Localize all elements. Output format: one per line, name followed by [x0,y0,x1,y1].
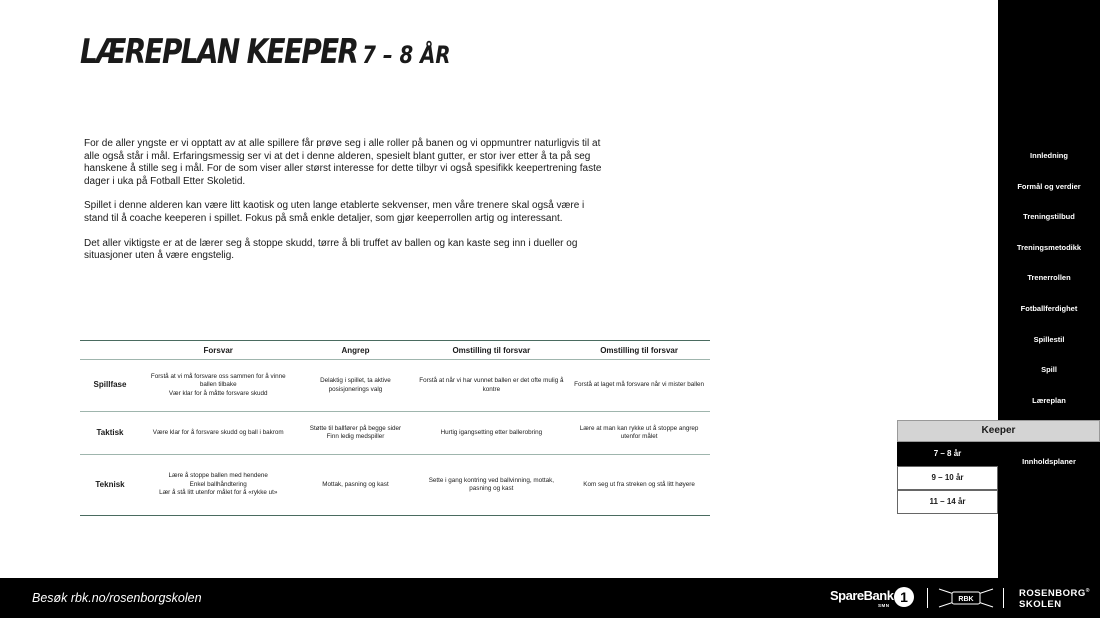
table-cell: Forstå at vi må forsvare oss sammen for å vinne ballen tilbake Vær klar for å måtte forsvare skudd [140,360,296,412]
row-header: Teknisk [80,455,140,516]
intro-text [84,138,604,275]
table-row [80,360,710,412]
table-cell: Forstå at når vi har vunnet ballen er det ofte mulig å kontre [415,360,569,412]
footer [0,578,1100,618]
age-selector [897,420,1100,514]
website-link[interactable]: Besøk rbk.no/rosenborgskolen [32,591,202,605]
table-cell: Lære at man kan rykke ut å stoppe angrep utenfor målet [568,412,710,455]
sidebar-item-fotballferdighet[interactable]: Fotballferdighet [1020,304,1078,313]
table-header-row [80,341,710,360]
page-title-sub: 7 – 8 ÅR [362,41,451,69]
rs-line2: SKOLEN [1019,599,1062,611]
table-cell: Være klar for å forsvare skudd og ball i bakrom [140,412,296,455]
row-header: Taktisk [80,412,140,455]
table-cell: Forstå at laget må forsvare når vi mister ballen [568,360,710,412]
age-option-9-10[interactable]: 9 – 10 år [897,466,998,490]
sidebar-item-innholdsplaner[interactable]: Innholdsplaner [1022,457,1076,466]
column-header: Omstilling til forsvar [568,341,710,360]
footer-divider [1003,588,1004,608]
rbk-crest-icon [937,587,995,609]
sparebank-wordmark: SpareBank [830,588,894,603]
row-header: Spillfase [80,360,140,412]
age-option-7-8[interactable]: 7 – 8 år [897,442,998,466]
rs-line1: ROSENBORG [1019,588,1086,600]
table-cell: Delaktig i spillet, ta aktive posisjonerings valg [296,360,414,412]
table-row [80,455,710,516]
sparebank-smn: SMN [878,603,890,608]
keeper-header[interactable]: Keeper [897,420,1100,442]
column-header [80,341,140,360]
sidebar-item-treningsmetodikk[interactable]: Treningsmetodikk [1016,243,1082,252]
rbk-text: RBK [958,596,974,603]
curriculum-table [80,340,710,516]
sidebar-item-spill[interactable]: Spill [1041,365,1057,374]
rs-reg: ® [1085,588,1090,594]
sidebar-item-spillestil[interactable]: Spillestil [1033,335,1065,344]
sidebar-item-formal-og-verdier[interactable]: Formål og verdier [1017,182,1081,191]
intro-paragraph: For de aller yngste er vi opptatt av at alle spillere får prøve seg i alle roller på banen og vi oppmuntrer naturligvis til at alle også står i mål. Erfaringsmessig ser vi at det i denne alderen, spesielt blant gutter, er stor iver etter å ta på seg hanskene å stille seg i mål. For de som viser aller størst interesse for dette tilbyr vi også spesifikk keepertrening faste dager i uka på Fotball Etter Skoletid. [84,138,602,187]
sidebar-item-laereplan[interactable]: Læreplan [1032,396,1066,405]
sparebank-one-icon: 1 [894,587,914,607]
page-title [80,32,450,72]
table-row [80,412,710,455]
page-title-main: LÆREPLAN KEEPER [80,32,358,72]
table-cell: Kom seg ut fra streken og stå litt høyere [568,455,710,516]
column-header: Angrep [296,341,414,360]
sparebank-logo [830,588,894,608]
table-cell: Støtte til ballfører på begge sider Finn ledig medspiller [296,412,414,455]
table-cell: Sette i gang kontring ved ballvinning, mottak, pasning og kast [415,455,569,516]
intro-paragraph: Det aller viktigste er at de lærer seg å stoppe skudd, tørre å bli truffet av ballen og kan kaste seg inn i dueller og situasjoner uten å være engstelig. [84,237,578,262]
column-header: Omstilling til forsvar [415,341,569,360]
rosenborgskolen-logo [1019,586,1090,610]
age-option-11-14[interactable]: 11 – 14 år [897,490,998,514]
table-cell: Mottak, pasning og kast [296,455,414,516]
table-cell: Hurtig igangsetting etter ballerobring [415,412,569,455]
sidebar-item-innledning[interactable]: Innledning [1030,151,1068,160]
sidebar-item-treningstilbud[interactable]: Treningstilbud [1023,212,1075,221]
sidebar-item-trenerrollen[interactable]: Trenerrollen [1027,273,1071,282]
intro-paragraph: Spillet i denne alderen kan være litt kaotisk og uten lange etablerte sekvenser, men våre trenere skal også være i stand til å coache keeperen i spillet. Fokus på små enkle detaljer, som gjør keeperrollen artig og interessant. [84,200,585,224]
table-cell: Lære å stoppe ballen med hendene Enkel ballhåndtering Lær å stå litt utenfor målet for å «rykke ut» [140,455,296,516]
footer-divider [927,588,928,608]
column-header: Forsvar [140,341,296,360]
